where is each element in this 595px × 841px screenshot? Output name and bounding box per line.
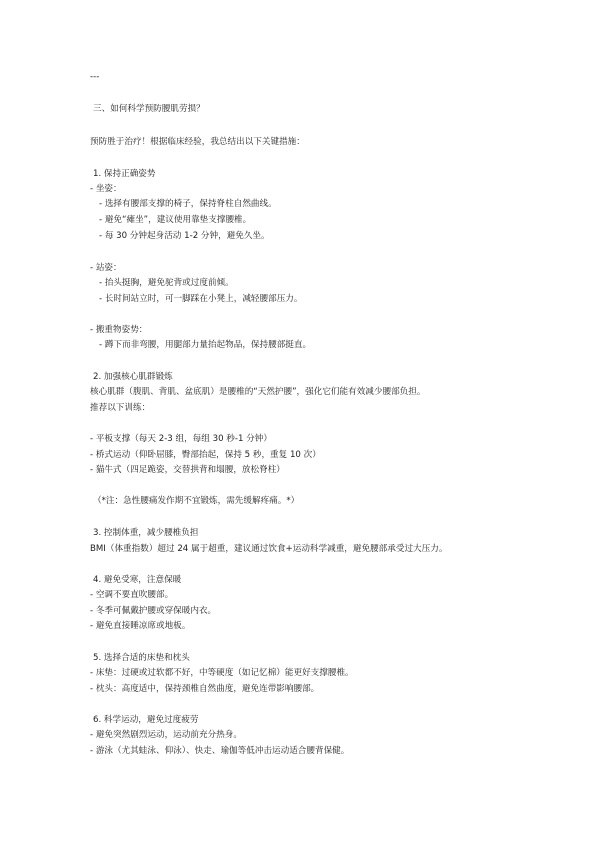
list-item: - 长时间站立时，可一脚踩在小凳上，减轻腰部压力。 (99, 294, 303, 304)
list-item: - 蹲下而非弯腰，用腿部力量抬起物品，保持腰部挺直。 (99, 340, 312, 350)
list-item: - 平板支撑（每天 2-3 组，每组 30 秒-1 分钟） (90, 434, 272, 444)
list-item: - 桥式运动（仰卧屈膝，臀部抬起，保持 5 秒，重复 10 次） (90, 450, 321, 460)
list-item: - 避免直接睡凉席或地板。 (90, 621, 191, 631)
list-item: - 游泳（尤其蛙泳、仰泳）、快走、瑜伽等低冲击运动适合腰背保健。 (90, 746, 350, 756)
section-heading: 三、如何科学预防腰肌劳损？ (93, 104, 205, 114)
lifting-label: - 搬重物姿势： (90, 325, 148, 335)
section-2-title: 2. 加强核心肌群锻炼 (93, 372, 173, 382)
standing-label: - 站姿： (90, 263, 122, 273)
section-1-title: 1. 保持正确姿势 (93, 169, 156, 179)
section-3-title: 3. 控制体重，减少腰椎负担 (93, 528, 199, 538)
separator: --- (90, 72, 100, 82)
list-item: - 空调不要直吹腰部。 (90, 590, 174, 600)
list-item: - 冬季可佩戴护腰或穿保暖内衣。 (90, 606, 217, 616)
list-item: - 选择有腰部支撑的椅子，保持脊柱自然曲线。 (99, 199, 277, 209)
section-4-title: 4. 避免受寒，注意保暖 (93, 575, 182, 585)
list-item: - 避免突然剧烈运动，运动前充分热身。 (90, 730, 242, 740)
bmi-paragraph: BMI（体重指数）超过 24 属于超重，建议通过饮食+运动科学减重，避免腰部承受过大压力。 (90, 544, 448, 554)
section-5-title: 5. 选择合适的床垫和枕头 (93, 653, 190, 663)
list-item: - 猫牛式（四足跪姿，交替拱背和塌腰，放松脊柱） (90, 465, 285, 475)
sitting-label: - 坐姿： (90, 184, 122, 194)
exercise-note: （*注：急性腰痛发作期不宜锻炼，需先缓解疼痛。*） (93, 496, 300, 506)
list-item: - 床垫：过硬或过软都不好，中等硬度（如记忆棉）能更好支撑腰椎。 (90, 668, 354, 678)
list-item: - 避免“瘫坐”，建议使用靠垫支撑腰椎。 (99, 215, 252, 225)
list-item: - 枕头：高度适中，保持颈椎自然曲度，避免连带影响腰部。 (90, 684, 320, 694)
section-6-title: 6. 科学运动，避免过度疲劳 (93, 715, 199, 725)
training-intro: 推荐以下训练： (90, 403, 151, 413)
core-description: 核心肌群（腹肌、背肌、盆底肌）是腰椎的“天然护腰”，强化它们能有效减少腰部负担。 (90, 387, 426, 397)
intro-paragraph: 预防胜于治疗！根据临床经验，我总结出以下关键措施： (90, 137, 305, 147)
list-item: - 抬头挺胸，避免驼背或过度前倾。 (99, 278, 234, 288)
list-item: - 每 30 分钟起身活动 1-2 分钟，避免久坐。 (99, 231, 270, 241)
